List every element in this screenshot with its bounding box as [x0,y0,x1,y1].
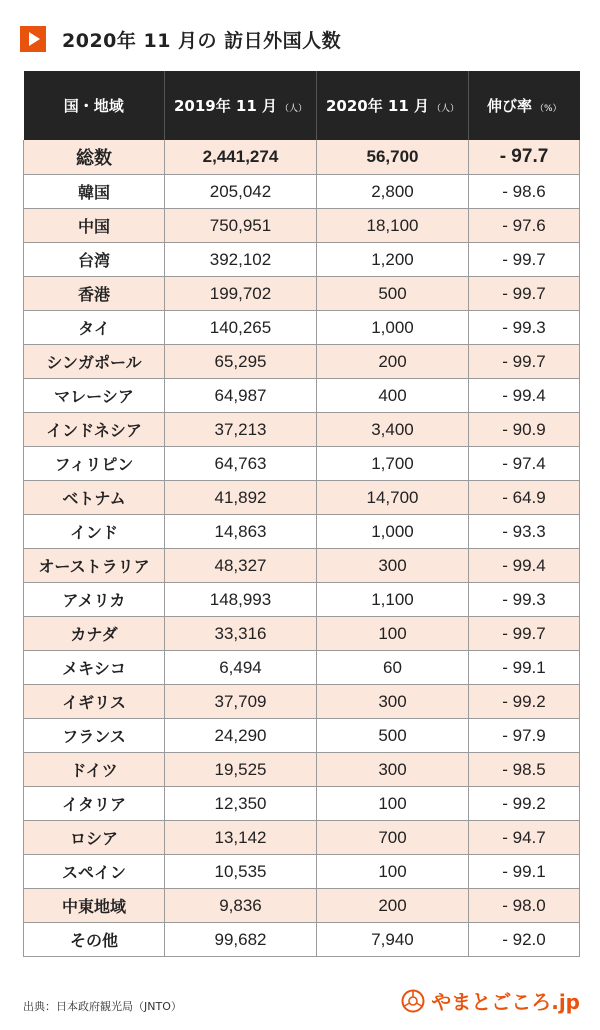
value-2019-cell: 6,494 [165,651,317,685]
growth-cell: - 98.0 [469,889,580,923]
value-2019-cell: 65,295 [165,345,317,379]
region-cell: 台湾 [24,243,165,277]
value-2020-cell: 200 [317,345,469,379]
growth-cell: - 64.9 [469,481,580,515]
region-cell: タイ [24,311,165,345]
region-cell: その他 [24,923,165,957]
growth-cell: - 99.3 [469,583,580,617]
table-row [24,923,580,957]
table-row [24,617,580,651]
value-2020-cell: 300 [317,549,469,583]
table-row [24,209,580,243]
table-container [23,71,579,957]
value-2020-cell: 100 [317,855,469,889]
region-cell: フランス [24,719,165,753]
value-2019-cell: 33,316 [165,617,317,651]
brand-logo-icon [401,989,425,1013]
growth-cell: - 99.2 [469,685,580,719]
table-row [24,753,580,787]
growth-cell: - 97.7 [469,140,580,175]
growth-cell: - 99.4 [469,549,580,583]
value-2020-cell: 300 [317,685,469,719]
value-2020-cell: 500 [317,277,469,311]
column-header-2019 [165,71,317,140]
value-2020-cell: 1,100 [317,583,469,617]
table-row [24,549,580,583]
value-2020-cell: 500 [317,719,469,753]
visitor-table [23,71,580,957]
value-2019-cell: 64,763 [165,447,317,481]
region-cell: ベトナム [24,481,165,515]
growth-cell: - 97.4 [469,447,580,481]
table-body [24,140,580,957]
value-2019-cell: 24,290 [165,719,317,753]
table-row [24,583,580,617]
region-cell: 総数 [24,140,165,175]
region-cell: メキシコ [24,651,165,685]
column-header-region [24,71,165,140]
table-row [24,787,580,821]
growth-cell: - 99.3 [469,311,580,345]
region-cell: フィリピン [24,447,165,481]
value-2019-cell: 19,525 [165,753,317,787]
growth-cell: - 93.3 [469,515,580,549]
table-row [24,855,580,889]
column-header-label: 国・地域 [63,97,124,115]
table-row [24,277,580,311]
value-2019-cell: 99,682 [165,923,317,957]
value-2020-cell: 56,700 [317,140,469,175]
value-2020-cell: 700 [317,821,469,855]
table-row [24,889,580,923]
value-2020-cell: 60 [317,651,469,685]
growth-cell: - 99.2 [469,787,580,821]
value-2020-cell: 2,800 [317,175,469,209]
table-row [24,243,580,277]
region-cell: インドネシア [24,413,165,447]
growth-cell: - 94.7 [469,821,580,855]
value-2020-cell: 1,200 [317,243,469,277]
page-title: 2020年 11 月の 訪日外国人数 [62,29,342,52]
region-cell: ドイツ [24,753,165,787]
column-header-label: 伸び率 [486,97,532,115]
table-row [24,481,580,515]
column-header-label: 2020年 11 月 [325,97,430,115]
region-cell: 香港 [24,277,165,311]
value-2020-cell: 14,700 [317,481,469,515]
table-row [24,311,580,345]
value-2020-cell: 400 [317,379,469,413]
play-icon [20,26,46,52]
region-cell: 中国 [24,209,165,243]
value-2020-cell: 18,100 [317,209,469,243]
region-cell: ロシア [24,821,165,855]
growth-cell: - 99.1 [469,651,580,685]
region-cell: アメリカ [24,583,165,617]
region-cell: インド [24,515,165,549]
table-row [24,379,580,413]
region-cell: シンガポール [24,345,165,379]
value-2020-cell: 100 [317,617,469,651]
value-2019-cell: 10,535 [165,855,317,889]
value-2020-cell: 7,940 [317,923,469,957]
brand-text: やまとごころ.jp [431,990,580,1014]
growth-cell: - 97.9 [469,719,580,753]
value-2019-cell: 48,327 [165,549,317,583]
value-2020-cell: 1,000 [317,515,469,549]
total-row [24,140,580,175]
column-header-unit: （%） [534,104,562,114]
value-2019-cell: 41,892 [165,481,317,515]
value-2019-cell: 199,702 [165,277,317,311]
growth-cell: - 97.6 [469,209,580,243]
table-row [24,515,580,549]
value-2019-cell: 2,441,274 [165,140,317,175]
growth-cell: - 99.7 [469,243,580,277]
growth-cell: - 99.7 [469,277,580,311]
value-2019-cell: 12,350 [165,787,317,821]
table-row [24,685,580,719]
region-cell: カナダ [24,617,165,651]
table-row [24,413,580,447]
region-cell: 中東地域 [24,889,165,923]
table-row [24,821,580,855]
value-2019-cell: 64,987 [165,379,317,413]
growth-cell: - 99.7 [469,345,580,379]
region-cell: イタリア [24,787,165,821]
value-2020-cell: 1,700 [317,447,469,481]
growth-cell: - 99.1 [469,855,580,889]
value-2019-cell: 140,265 [165,311,317,345]
table-row [24,447,580,481]
value-2020-cell: 3,400 [317,413,469,447]
region-cell: オーストラリア [24,549,165,583]
table-row [24,175,580,209]
region-cell: マレーシア [24,379,165,413]
value-2020-cell: 300 [317,753,469,787]
growth-cell: - 92.0 [469,923,580,957]
source-note: 出典：日本政府観光局（JNTO） [23,1000,182,1013]
growth-cell: - 98.6 [469,175,580,209]
value-2019-cell: 205,042 [165,175,317,209]
value-2019-cell: 14,863 [165,515,317,549]
column-header-growth [469,71,580,140]
value-2019-cell: 9,836 [165,889,317,923]
region-cell: 韓国 [24,175,165,209]
title-bar [20,22,341,56]
value-2020-cell: 200 [317,889,469,923]
growth-cell: - 98.5 [469,753,580,787]
table-row [24,719,580,753]
value-2019-cell: 37,213 [165,413,317,447]
value-2019-cell: 13,142 [165,821,317,855]
growth-cell: - 99.4 [469,379,580,413]
table-row [24,345,580,379]
table-header [24,71,580,140]
table-row [24,651,580,685]
value-2019-cell: 750,951 [165,209,317,243]
column-header-2020 [317,71,469,140]
value-2019-cell: 37,709 [165,685,317,719]
value-2019-cell: 392,102 [165,243,317,277]
value-2020-cell: 1,000 [317,311,469,345]
column-header-unit: （人） [280,104,308,114]
column-header-label: 2019年 11 月 [173,97,278,115]
brand [401,986,580,1015]
value-2019-cell: 148,993 [165,583,317,617]
growth-cell: - 90.9 [469,413,580,447]
growth-cell: - 99.7 [469,617,580,651]
region-cell: イギリス [24,685,165,719]
value-2020-cell: 100 [317,787,469,821]
column-header-unit: （人） [432,104,460,114]
region-cell: スペイン [24,855,165,889]
